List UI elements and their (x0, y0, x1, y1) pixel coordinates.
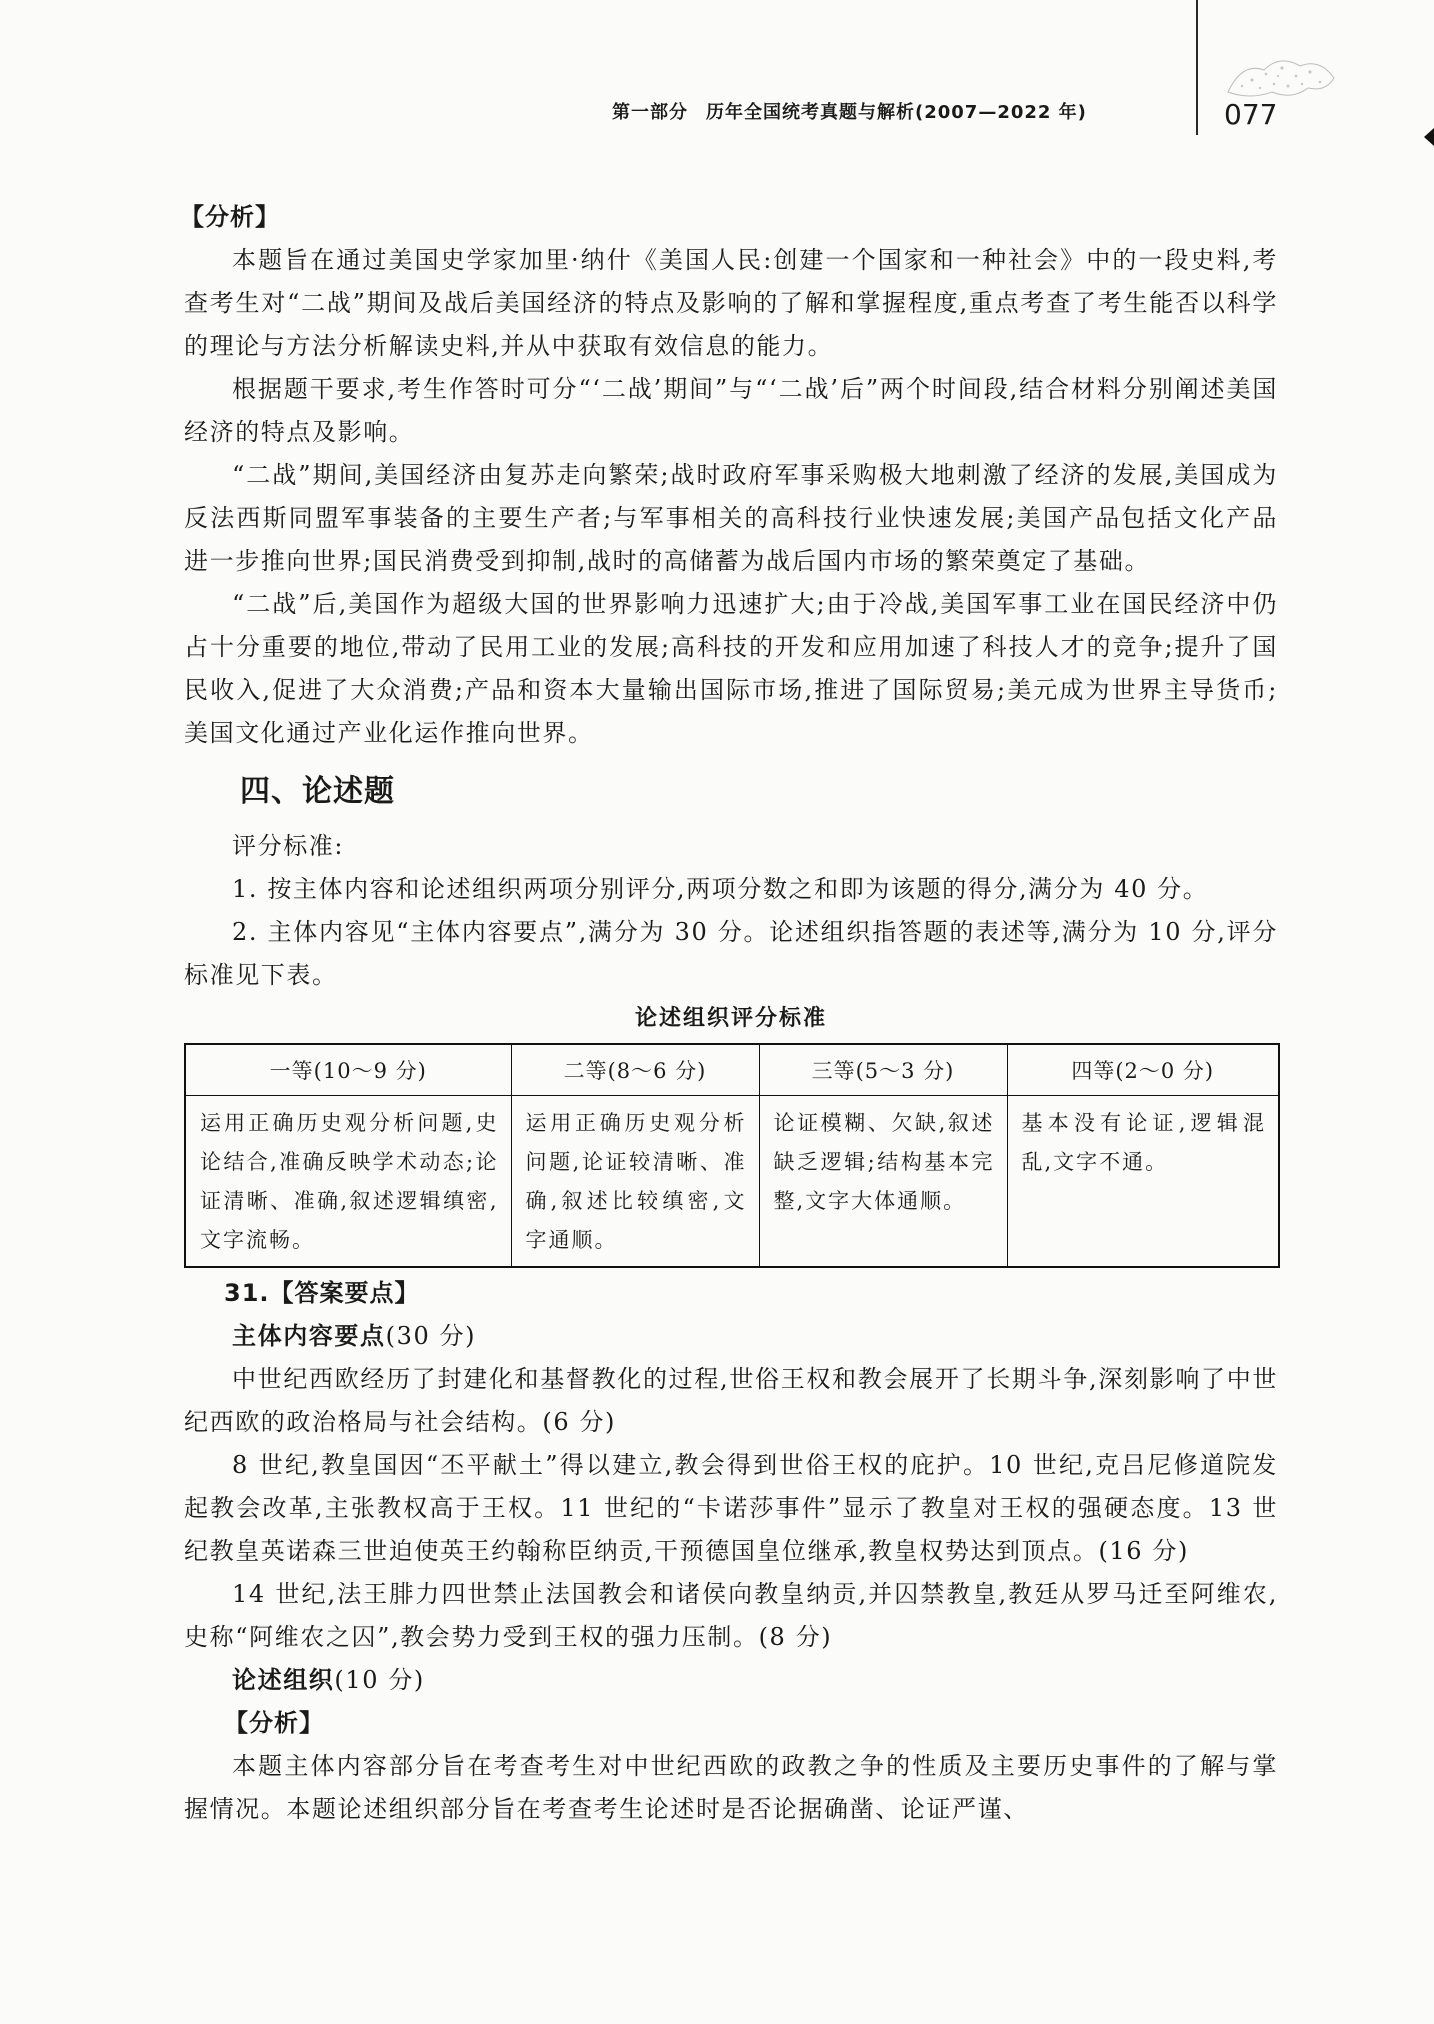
analysis-paragraph: 根据题干要求,考生作答时可分“‘二战’期间”与“‘二战’后”两个时间段,结合材料分别阐述美国经济的特点及影响。 (184, 375, 1278, 446)
table-cell: 运用正确历史观分析问题,史论结合,准确反映学术动态;论证清晰、准确,叙述逻辑缜密,文字流畅。 (185, 1096, 511, 1268)
page-body (180, 196, 1278, 1831)
page-edge-marker (1424, 128, 1434, 146)
header-part: 第一部分 (612, 102, 688, 123)
criteria-rule: 2. 主体内容见“主体内容要点”,满分为 30 分。论述组织指答题的表述等,满分为 10 分,评分标准见下表。 (184, 918, 1278, 989)
analysis-heading: 【分析】 (224, 1709, 324, 1737)
table-cell: 运用正确历史观分析问题,论证较清晰、准确,叙述比较缜密,文字通顺。 (511, 1096, 759, 1268)
organization-label (184, 1659, 1278, 1702)
table-header-row (185, 1044, 1279, 1096)
main-content-title: 主体内容要点 (232, 1322, 386, 1350)
main-content-score: (30 分) (385, 1322, 477, 1350)
header-title: 历年全国统考真题与解析(2007—2022 年) (706, 102, 1087, 123)
main-content-label (184, 1315, 1278, 1358)
table-header-cell: 三等(5～3 分) (759, 1044, 1007, 1096)
organization-title: 论述组织 (232, 1666, 335, 1694)
answer-paragraph: 14 世纪,法王腓力四世禁止法国教会和诸侯向教皇纳贡,并囚禁教皇,教廷从罗马迁至阿维农,史称“阿维农之囚”,教会势力受到王权的强力压制。(8 分) (184, 1580, 1278, 1651)
answer-heading: 31.【答案要点】 (224, 1279, 420, 1307)
grading-table (184, 1043, 1280, 1268)
table-row (185, 1096, 1279, 1268)
analysis-heading: 【分析】 (180, 203, 280, 231)
criteria-label: 评分标准: (232, 832, 345, 860)
header-decoration-icon (1222, 52, 1342, 102)
page-number: 077 (1224, 98, 1278, 131)
answer-paragraph: 中世纪西欧经历了封建化和基督教化的过程,世俗王权和教会展开了长期斗争,深刻影响了中世纪西欧的政治格局与社会结构。(6 分) (184, 1365, 1278, 1436)
table-header-cell: 一等(10～9 分) (185, 1044, 511, 1096)
section-title: 四、论述题 (240, 774, 395, 809)
table-header-cell: 四等(2～0 分) (1007, 1044, 1279, 1096)
header-divider (1196, 0, 1198, 135)
analysis-paragraph: “二战”期间,美国经济由复苏走向繁荣;战时政府军事采购极大地刺激了经济的发展,美国成为反法西斯同盟军事装备的主要生产者;与军事相关的高科技行业快速发展;美国产品包括文化产品进一步推向世界;国民消费受到抑制,战时的高储蓄为战后国内市场的繁荣奠定了基础。 (184, 461, 1278, 575)
organization-score: (10 分) (334, 1666, 425, 1694)
table-title: 论述组织评分标准 (634, 1006, 827, 1031)
analysis-paragraph: 本题旨在通过美国史学家加里·纳什《美国人民:创建一个国家和一种社会》中的一段史料,考查考生对“二战”期间及战后美国经济的特点及影响的了解和掌握程度,重点考查了考生能否以科学的理论与方法分析解读史料,并从中获取有效信息的能力。 (184, 246, 1278, 360)
running-header (612, 98, 1087, 124)
analysis-paragraph: “二战”后,美国作为超级大国的世界影响力迅速扩大;由于冷战,美国军事工业在国民经济中仍占十分重要的地位,带动了民用工业的发展;高科技的开发和应用加速了科技人才的竞争;提升了国民收入,促进了大众消费;产品和资本大量输出国际市场,推进了国际贸易;美元成为世界主导货币;美国文化通过产业化运作推向世界。 (184, 590, 1278, 747)
analysis-paragraph: 本题主体内容部分旨在考查考生对中世纪西欧的政教之争的性质及主要历史事件的了解与掌握情况。本题论述组织部分旨在考查考生论述时是否论据确凿、论证严谨、 (184, 1752, 1278, 1823)
table-cell: 论证模糊、欠缺,叙述缺乏逻辑;结构基本完整,文字大体通顺。 (759, 1096, 1007, 1268)
answer-paragraph: 8 世纪,教皇国因“丕平献土”得以建立,教会得到世俗王权的庇护。10 世纪,克吕尼修道院发起教会改革,主张教权高于王权。11 世纪的“卡诺莎事件”显示了教皇对王权的强硬态度。13 世纪教皇英诺森三世迫使英王约翰称臣纳贡,干预德国皇位继承,教皇权势达到顶点。(16 分) (184, 1451, 1278, 1565)
table-header-cell: 二等(8～6 分) (511, 1044, 759, 1096)
criteria-rule: 1. 按主体内容和论述组织两项分别评分,两项分数之和即为该题的得分,满分为 40 分。 (232, 875, 1209, 903)
table-cell: 基本没有论证,逻辑混乱,文字不通。 (1007, 1096, 1279, 1268)
